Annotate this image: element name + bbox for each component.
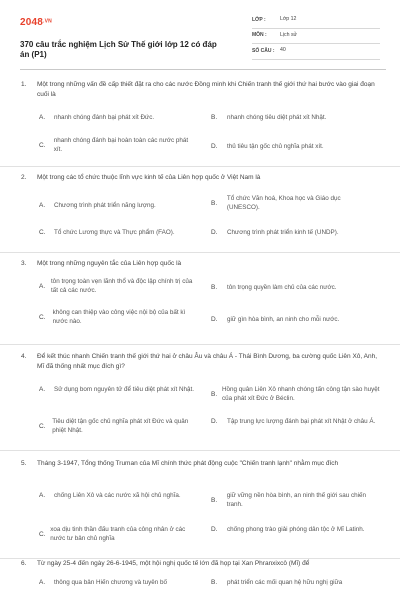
logo-text: 2048 bbox=[20, 17, 44, 28]
option-letter: A. bbox=[39, 114, 46, 121]
option-text: phát triển các mối quan hệ hữu nghị giữa bbox=[227, 579, 343, 586]
question-text: Một trong những nguyên tắc của Liên hợp quốc là bbox=[37, 260, 182, 267]
option-text: xoa dịu tinh thần đấu tranh của công nhân ở các nước tư bản chủ nghĩa bbox=[50, 526, 186, 543]
option-a[interactable] bbox=[36, 201, 212, 210]
option-letter: B. bbox=[211, 496, 218, 504]
meta-value: Lớp 12 bbox=[280, 16, 297, 23]
question-text: Để kết thúc nhanh Chiến tranh thế giới thứ hai ở châu Âu và châu Á - Thái Bình Dương, ba cường quốc Liên Xô, Anh, Mĩ đã thống nhất mục đích gì? bbox=[37, 353, 378, 371]
option-text: thủ tiêu tận gốc chủ nghĩa phát xít. bbox=[227, 143, 324, 150]
option-text: nhanh chóng đánh bại phát xít Đức. bbox=[54, 114, 155, 121]
option-c[interactable] bbox=[36, 417, 201, 436]
option-text: Hồng quân Liên Xô nhanh chóng tấn công tận sào huyệt của phát xít Đức ở Béclin. bbox=[221, 386, 380, 403]
option-letter: A. bbox=[39, 282, 46, 290]
question-number: 4. bbox=[21, 353, 27, 360]
option-letter: B. bbox=[211, 284, 218, 291]
option-letter: C. bbox=[39, 313, 46, 321]
option-letter: C. bbox=[39, 229, 46, 236]
meta-label: MÔN : bbox=[252, 32, 267, 39]
meta-value: Lịch sử bbox=[280, 31, 298, 38]
meta-label: LỚP : bbox=[252, 16, 266, 23]
option-text: nhanh chóng tiêu diệt phát xít Nhật. bbox=[227, 114, 327, 121]
page-title: 370 câu trắc nghiệm Lịch Sử Thế giới lớp 12 có đáp án (P1) bbox=[20, 39, 217, 60]
question-number: 1. bbox=[21, 81, 27, 88]
option-letter: D. bbox=[211, 418, 218, 425]
option-letter: A. bbox=[39, 386, 46, 393]
option-b[interactable] bbox=[209, 578, 389, 587]
option-letter: B. bbox=[211, 579, 218, 586]
question-number: 5. bbox=[21, 460, 27, 467]
question-list bbox=[0, 70, 400, 599]
option-c[interactable] bbox=[36, 136, 196, 155]
option-d[interactable] bbox=[209, 228, 389, 237]
question-text: Từ ngày 25-4 đến ngày 26-6-1945, một hội nghị quốc tế lớn đã họp tại Xan Phranxixcô (Mĩ) để bbox=[37, 560, 310, 567]
question-4 bbox=[0, 345, 400, 451]
meta-row-subject bbox=[252, 29, 380, 45]
option-letter: D. bbox=[211, 316, 218, 323]
option-text: giữ vững nền hòa bình, an ninh thế giới sau chiến tranh. bbox=[226, 492, 366, 509]
option-a[interactable] bbox=[36, 491, 196, 500]
option-letter: D. bbox=[211, 229, 218, 236]
option-text: không can thiệp vào công việc nội bộ của bất kì nước nào. bbox=[52, 309, 186, 326]
option-b[interactable] bbox=[209, 385, 381, 404]
option-text: Tổ chức Lương thực và Thực phẩm (FAO). bbox=[54, 229, 175, 236]
option-letter: B. bbox=[211, 114, 218, 121]
option-text: Tiêu diệt tận gốc chủ nghĩa phát xít Đức và quân phiệt Nhật. bbox=[52, 418, 189, 435]
meta-label: SỐ CÂU : bbox=[252, 47, 275, 54]
option-a[interactable] bbox=[36, 578, 212, 587]
option-text: giữ gìn hòa bình, an ninh cho mỗi nước. bbox=[227, 316, 340, 323]
option-letter: A. bbox=[39, 492, 46, 499]
option-d[interactable] bbox=[209, 417, 381, 426]
option-text: Chương trình phát triển kinh tế (UNDP). bbox=[227, 229, 339, 236]
meta-value: 40 bbox=[280, 47, 286, 54]
option-text: chống Liên Xô và các nước xã hội chủ nghĩa. bbox=[54, 492, 181, 499]
option-letter: B. bbox=[211, 390, 218, 398]
option-a[interactable] bbox=[36, 385, 201, 394]
option-b[interactable] bbox=[209, 194, 374, 213]
option-d[interactable] bbox=[209, 315, 389, 324]
option-text: thông qua bản Hiến chương và tuyên bố bbox=[54, 579, 168, 586]
option-letter: C. bbox=[39, 141, 46, 149]
option-a[interactable] bbox=[36, 277, 201, 296]
option-d[interactable] bbox=[209, 142, 389, 151]
question-2 bbox=[0, 167, 400, 253]
option-b[interactable] bbox=[209, 491, 381, 510]
option-text: chống phong trào giải phóng dân tộc ở Mĩ Latinh. bbox=[227, 526, 365, 533]
option-a[interactable] bbox=[36, 113, 212, 122]
option-letter: A. bbox=[39, 579, 46, 586]
option-c[interactable] bbox=[36, 228, 212, 237]
meta-row-count bbox=[252, 44, 380, 60]
option-letter: D. bbox=[211, 143, 218, 150]
option-b[interactable] bbox=[209, 283, 389, 292]
question-text: Một trong những vấn đề cấp thiết đặt ra cho các nước Đồng minh khi Chiến tranh thế giới thứ hai bước vào giai đoạn cuối là bbox=[37, 81, 375, 99]
option-c[interactable] bbox=[36, 308, 201, 327]
option-letter: A. bbox=[39, 202, 46, 209]
question-6 bbox=[0, 559, 400, 599]
logo-domain: .VN bbox=[43, 18, 52, 25]
question-number: 6. bbox=[21, 560, 27, 567]
question-1 bbox=[0, 70, 400, 167]
option-text: Tập trung lực lượng đánh bại phát xít Nhật ở châu Á. bbox=[227, 418, 376, 425]
option-letter: D. bbox=[211, 526, 218, 533]
question-5 bbox=[0, 451, 400, 559]
option-letter: C. bbox=[39, 422, 46, 430]
option-text: tôn trọng quyền làm chủ của các nước. bbox=[227, 284, 337, 291]
question-number: 3. bbox=[21, 260, 27, 267]
question-number: 2. bbox=[21, 174, 27, 181]
question-3 bbox=[0, 253, 400, 345]
option-d[interactable] bbox=[209, 525, 381, 534]
option-text: Tổ chức Văn hoá, Khoa học và Giáo dục (UNESCO). bbox=[226, 195, 341, 212]
option-text: tôn trọng toàn vẹn lãnh thổ và độc lập chính trị của tất cả các nước. bbox=[50, 278, 193, 295]
option-b[interactable] bbox=[209, 113, 389, 122]
option-c[interactable] bbox=[36, 525, 201, 544]
option-letter: B. bbox=[211, 199, 218, 207]
option-text: Sử dụng bom nguyên tử để tiêu diệt phát xít Nhật. bbox=[54, 386, 195, 393]
option-text: nhanh chóng đánh bại hoàn toàn các nước phát xít. bbox=[53, 137, 189, 154]
question-text: Tháng 3-1947, Tổng thống Truman của Mĩ chính thức phát động cuộc "Chiến tranh lạnh" nhằm mục đích bbox=[37, 460, 339, 467]
meta-row-class bbox=[252, 13, 380, 29]
option-letter: C. bbox=[39, 530, 46, 538]
question-text: Một trong các tổ chức thuộc lĩnh vực kinh tế của Liên hợp quốc ở Việt Nam là bbox=[37, 174, 261, 181]
document-header bbox=[0, 0, 400, 62]
meta-info bbox=[252, 13, 380, 60]
option-text: Chương trình phát triển năng lượng. bbox=[54, 202, 156, 209]
